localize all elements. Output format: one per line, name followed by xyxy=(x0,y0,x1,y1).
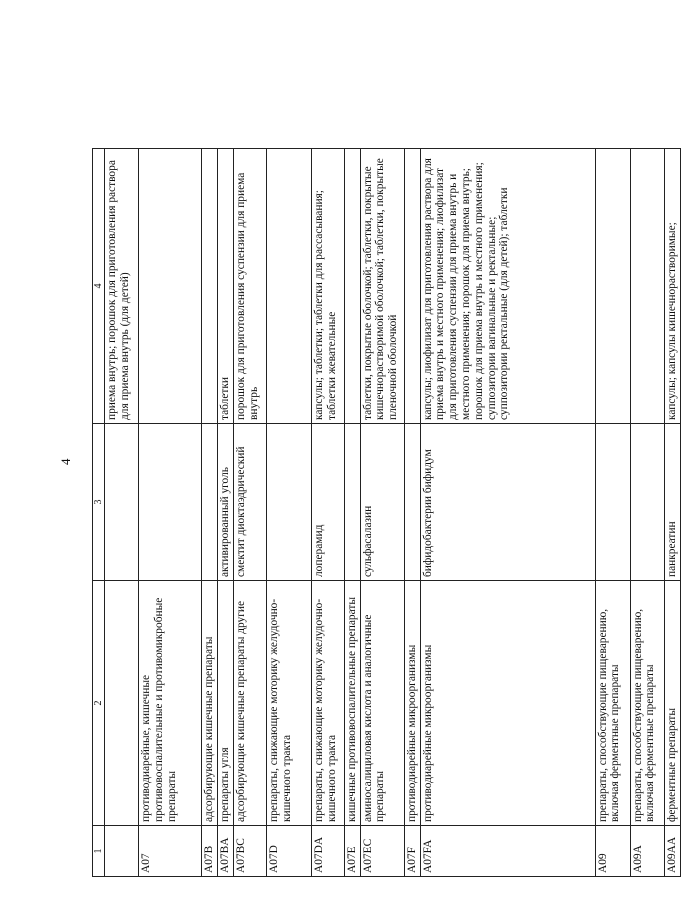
table-row xyxy=(360,149,404,877)
group-name-cell: кишечные противовоспалительные препараты xyxy=(344,581,360,826)
group-name-cell: противодиарейные, кишечные противовоспалительные и противомикробные препараты xyxy=(139,581,202,826)
dosage-forms-cell xyxy=(266,149,311,424)
substance-cell: бифидобактерии бифидум xyxy=(420,424,595,581)
substance-cell xyxy=(630,424,664,581)
dosage-forms-cell xyxy=(630,149,664,424)
dosage-forms-cell: капсулы; лиофилизат для приготовления раствора для приема внутрь и местного применения; лиофилизат для приготовления суспензии для приема внутрь и местного применения; порошок для приема внутрь; порошок для приема внутрь и местного применения; суппозитории вагинальные и ректальные; суппозитории ректальные (для детей); таблетки xyxy=(420,149,595,424)
dosage-forms-cell xyxy=(595,149,630,424)
substance-cell: панкреатин xyxy=(664,424,680,581)
table-row xyxy=(266,149,311,877)
column-number-3: 3 xyxy=(93,424,105,581)
atc-code-cell: A07B xyxy=(202,826,218,877)
substance-cell xyxy=(105,424,139,581)
dosage-forms-cell: приема внутрь; порошок для приготовления раствора для приема внутрь (для детей) xyxy=(105,149,139,424)
substance-cell: смектит диоктаэдрический xyxy=(233,424,266,581)
column-number-1: 1 xyxy=(93,826,105,877)
atc-code-cell: A07F xyxy=(404,826,420,877)
substance-cell xyxy=(344,424,360,581)
substance-cell: активированный уголь xyxy=(218,424,234,581)
atc-code-cell: A09A xyxy=(630,826,664,877)
atc-code-cell: A07E xyxy=(344,826,360,877)
table-row xyxy=(404,149,420,877)
group-name-cell: противодиарейные микроорганизмы xyxy=(404,581,420,826)
group-name-cell: адсорбирующие кишечные препараты другие xyxy=(233,581,266,826)
table-row xyxy=(630,149,664,877)
dosage-forms-cell xyxy=(344,149,360,424)
substance-cell xyxy=(266,424,311,581)
group-name-cell: аминосалициловая кислота и аналогичные препараты xyxy=(360,581,404,826)
atc-code-cell: A07BA xyxy=(218,826,234,877)
table-row xyxy=(420,149,595,877)
column-number-2: 2 xyxy=(93,581,105,826)
dosage-forms-cell: капсулы; капсулы кишечнорастворимые; xyxy=(664,149,680,424)
group-name-cell: препараты, снижающие моторику желудочно-кишечного тракта xyxy=(266,581,311,826)
table-row xyxy=(139,149,202,877)
substance-cell xyxy=(139,424,202,581)
substance-cell xyxy=(404,424,420,581)
table-row xyxy=(218,149,234,877)
table-row xyxy=(202,149,218,877)
atc-code-cell: A07BC xyxy=(233,826,266,877)
table-row xyxy=(311,149,344,877)
table-row xyxy=(233,149,266,877)
atc-code-cell: A07FA xyxy=(420,826,595,877)
table-row xyxy=(664,149,680,877)
group-name-cell: препараты, способствующие пищеварению, включая ферментные препараты xyxy=(595,581,630,826)
group-name-cell: адсорбирующие кишечные препараты xyxy=(202,581,218,826)
atc-code-cell: A09 xyxy=(595,826,630,877)
table-row xyxy=(105,149,139,877)
dosage-forms-cell: порошок для приготовления суспензии для приема внутрь xyxy=(233,149,266,424)
substance-cell xyxy=(595,424,630,581)
atc-code-cell xyxy=(105,826,139,877)
header-row xyxy=(93,149,105,877)
dosage-forms-cell: капсулы; таблетки; таблетки для рассасывания; таблетки жевательные xyxy=(311,149,344,424)
table-row xyxy=(344,149,360,877)
drug-table xyxy=(92,148,681,877)
dosage-forms-cell xyxy=(139,149,202,424)
substance-cell: сульфасалазин xyxy=(360,424,404,581)
page-number: 4 xyxy=(58,458,73,465)
table-body xyxy=(93,149,681,877)
group-name-cell: препараты, снижающие моторику желудочно-кишечного тракта xyxy=(311,581,344,826)
group-name-cell xyxy=(105,581,139,826)
dosage-forms-cell: таблетки xyxy=(218,149,234,424)
atc-code-cell: A07 xyxy=(139,826,202,877)
dosage-forms-cell xyxy=(404,149,420,424)
atc-code-cell: A09AA xyxy=(664,826,680,877)
group-name-cell: ферментные препараты xyxy=(664,581,680,826)
column-number-4: 4 xyxy=(93,149,105,424)
group-name-cell: препараты угля xyxy=(218,581,234,826)
dosage-forms-cell xyxy=(202,149,218,424)
atc-code-cell: A07DA xyxy=(311,826,344,877)
atc-code-cell: A07EC xyxy=(360,826,404,877)
substance-cell: лоперамид xyxy=(311,424,344,581)
table-row xyxy=(595,149,630,877)
dosage-forms-cell: таблетки, покрытые оболочкой; таблетки, покрытые кишечнорастворимой оболочкой; таблетки, покрытые пленочной оболочкой xyxy=(360,149,404,424)
substance-cell xyxy=(202,424,218,581)
group-name-cell: противодиарейные микроорганизмы xyxy=(420,581,595,826)
atc-code-cell: A07D xyxy=(266,826,311,877)
group-name-cell: препараты, способствующие пищеварению, включая ферментные препараты xyxy=(630,581,664,826)
